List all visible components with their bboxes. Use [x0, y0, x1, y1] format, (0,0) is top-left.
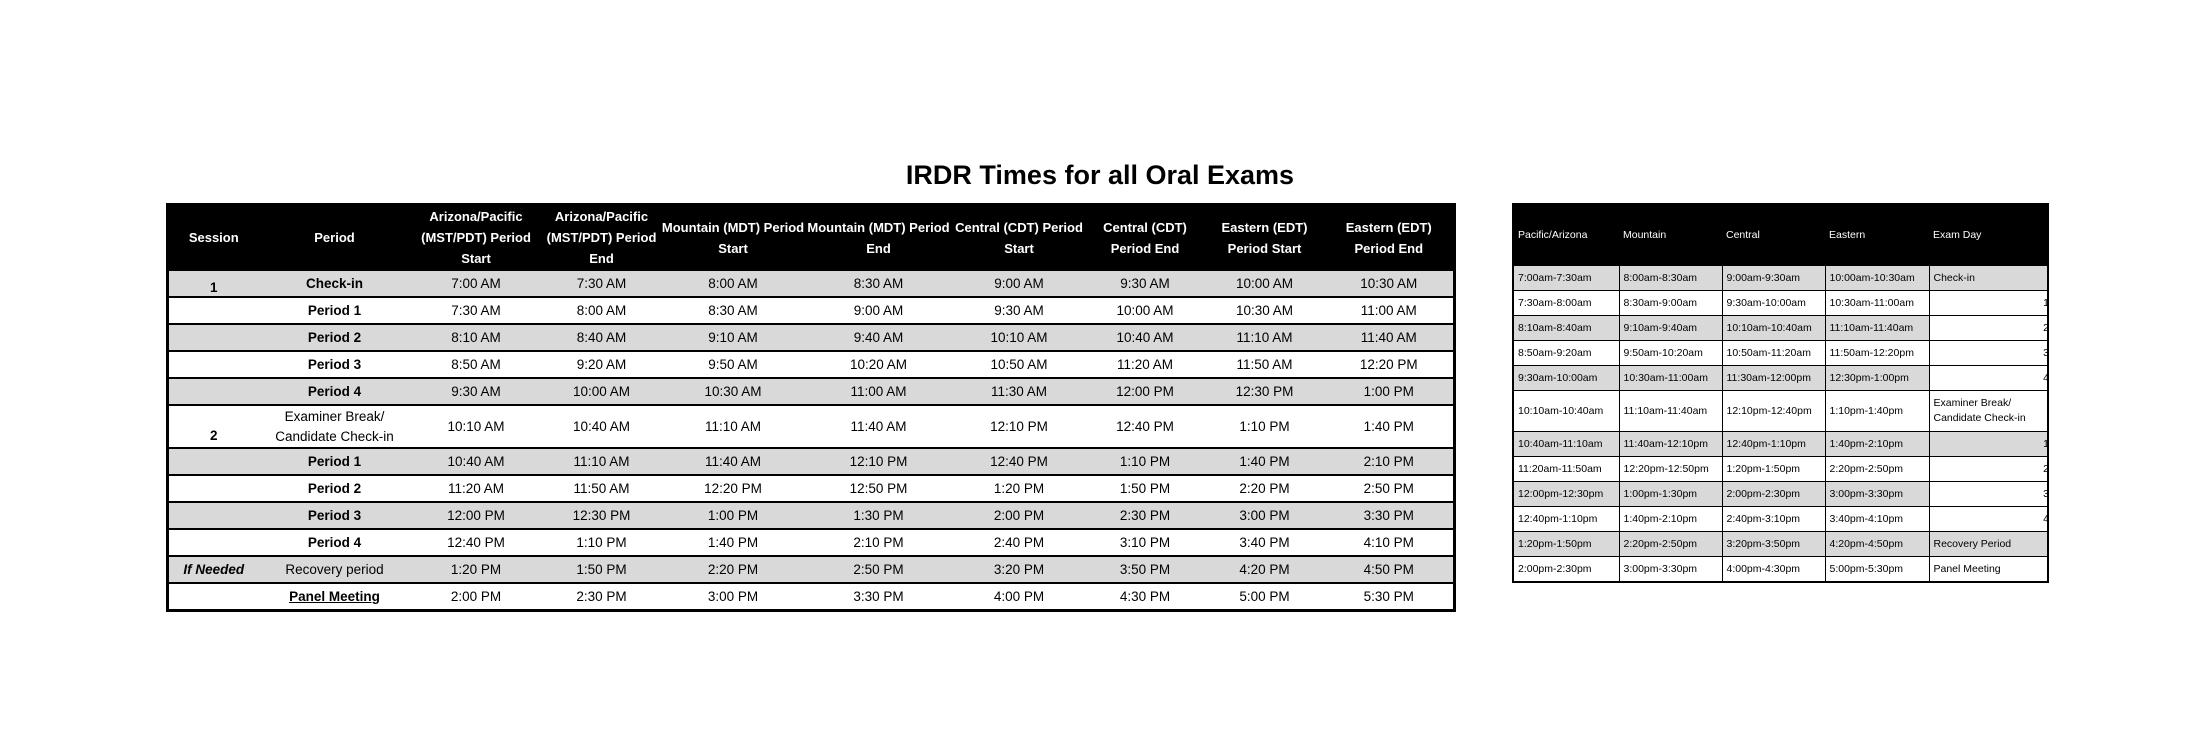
- time-cell: 3:20 PM: [953, 556, 1086, 583]
- time-cell: 7:30 AM: [542, 270, 662, 297]
- time-cell: 8:40 AM: [542, 324, 662, 351]
- time-cell: 9:10 AM: [662, 324, 805, 351]
- time-range-cell: 1:20pm-1:50pm: [1722, 457, 1825, 482]
- exam-day-cell: [1929, 291, 2048, 316]
- time-range-cell: 8:30am-9:00am: [1619, 291, 1722, 316]
- session-cell: [168, 448, 259, 475]
- table-row: [1513, 507, 2048, 532]
- table-row: [1513, 557, 2048, 583]
- oral-exam-times-table: [166, 203, 1456, 612]
- table-row: [168, 297, 1455, 324]
- time-cell: 11:20 AM: [411, 475, 542, 502]
- table-row: [168, 405, 1455, 448]
- time-cell: 12:30 PM: [542, 502, 662, 529]
- table-row: [168, 502, 1455, 529]
- period-number: 4: [2043, 513, 2049, 525]
- time-cell: 12:40 PM: [953, 448, 1086, 475]
- time-range-cell: 8:50am-9:20am: [1513, 341, 1619, 366]
- time-cell: 11:30 AM: [953, 378, 1086, 405]
- time-cell: 2:20 PM: [662, 556, 805, 583]
- time-cell: 2:10 PM: [805, 529, 953, 556]
- table-row: [1513, 532, 2048, 557]
- time-cell: 12:10 PM: [805, 448, 953, 475]
- time-cell: 11:40 AM: [662, 448, 805, 475]
- time-range-cell: 1:40pm-2:10pm: [1825, 432, 1929, 457]
- time-cell: 9:00 AM: [805, 297, 953, 324]
- period-number: 4: [2043, 372, 2049, 384]
- time-cell: 2:50 PM: [1325, 475, 1455, 502]
- time-cell: 8:00 AM: [542, 297, 662, 324]
- time-cell: 12:10 PM: [953, 405, 1086, 448]
- exam-day-label: Check-in: [1933, 272, 1975, 284]
- time-cell: 3:00 PM: [662, 583, 805, 611]
- table-row: [168, 556, 1455, 583]
- time-cell: 12:40 PM: [1086, 405, 1205, 448]
- time-cell: 10:30 AM: [662, 378, 805, 405]
- exam-day-cell: [1929, 341, 2048, 366]
- time-cell: 1:40 PM: [1325, 405, 1455, 448]
- period-cell: Period 2: [259, 475, 411, 502]
- time-cell: 4:10 PM: [1325, 529, 1455, 556]
- time-range-cell: 9:00am-9:30am: [1722, 266, 1825, 291]
- time-cell: 5:00 PM: [1205, 583, 1325, 611]
- exam-day-cell: [1929, 457, 2048, 482]
- exam-day-cell: [1929, 507, 2048, 532]
- time-cell: 9:00 AM: [953, 270, 1086, 297]
- session-cell: If Needed: [168, 556, 259, 583]
- time-cell: 9:30 AM: [1086, 270, 1205, 297]
- time-range-cell: 9:50am-10:20am: [1619, 341, 1722, 366]
- time-cell: 1:50 PM: [1086, 475, 1205, 502]
- time-cell: 1:10 PM: [1086, 448, 1205, 475]
- time-cell: 12:00 PM: [411, 502, 542, 529]
- time-range-cell: 10:30am-11:00am: [1825, 291, 1929, 316]
- time-cell: 12:20 PM: [662, 475, 805, 502]
- time-cell: 10:40 AM: [542, 405, 662, 448]
- time-cell: 11:50 AM: [542, 475, 662, 502]
- session-cell: [168, 529, 259, 556]
- time-cell: 4:50 PM: [1325, 556, 1455, 583]
- time-cell: 9:30 AM: [953, 297, 1086, 324]
- time-cell: 10:00 AM: [1205, 270, 1325, 297]
- table-header-row: [1513, 204, 2048, 266]
- session-cell: [168, 502, 259, 529]
- time-cell: 9:30 AM: [411, 378, 542, 405]
- exam-day-cell: [1929, 532, 2048, 557]
- table-row: [1513, 391, 2048, 432]
- time-range-cell: 8:10am-8:40am: [1513, 316, 1619, 341]
- session-cell: [168, 583, 259, 611]
- time-range-cell: 2:20pm-2:50pm: [1619, 532, 1722, 557]
- time-cell: 9:20 AM: [542, 351, 662, 378]
- exam-day-cell: [1929, 557, 2048, 583]
- time-cell: 1:00 PM: [1325, 378, 1455, 405]
- column-header: Eastern: [1825, 204, 1929, 266]
- time-range-cell: 9:30am-10:00am: [1513, 366, 1619, 391]
- time-range-cell: 10:00am-10:30am: [1825, 266, 1929, 291]
- time-range-cell: 11:50am-12:20pm: [1825, 341, 1929, 366]
- time-cell: 8:30 AM: [805, 270, 953, 297]
- time-range-cell: 5:00pm-5:30pm: [1825, 557, 1929, 583]
- time-cell: 3:00 PM: [1205, 502, 1325, 529]
- table-row: [168, 378, 1455, 405]
- time-cell: 8:30 AM: [662, 297, 805, 324]
- time-cell: 11:40 AM: [1325, 324, 1455, 351]
- time-range-cell: 11:40am-12:10pm: [1619, 432, 1722, 457]
- time-cell: 12:50 PM: [805, 475, 953, 502]
- table-row: [168, 583, 1455, 611]
- column-header: Eastern (EDT) Period End: [1325, 205, 1455, 271]
- time-cell: 2:30 PM: [542, 583, 662, 611]
- column-header: Session: [168, 205, 259, 271]
- time-range-cell: 3:40pm-4:10pm: [1825, 507, 1929, 532]
- time-cell: 2:40 PM: [953, 529, 1086, 556]
- time-cell: 11:00 AM: [1325, 297, 1455, 324]
- time-cell: 1:50 PM: [542, 556, 662, 583]
- time-cell: 10:30 AM: [1325, 270, 1455, 297]
- session-cell: [168, 378, 259, 405]
- exam-day-label: Recovery Period: [1933, 538, 2012, 550]
- exam-day-cell: [1929, 482, 2048, 507]
- time-cell: 12:20 PM: [1325, 351, 1455, 378]
- time-range-cell: 1:20pm-1:50pm: [1513, 532, 1619, 557]
- exam-day-label: Panel Meeting: [1933, 563, 2001, 575]
- time-cell: 1:10 PM: [1205, 405, 1325, 448]
- time-cell: 3:30 PM: [1325, 502, 1455, 529]
- exam-day-cell: [1929, 316, 2048, 341]
- time-cell: 1:20 PM: [953, 475, 1086, 502]
- exam-day-cell: [1929, 391, 2048, 432]
- time-range-cell: 4:20pm-4:50pm: [1825, 532, 1929, 557]
- period-cell: Recovery period: [259, 556, 411, 583]
- time-cell: 8:10 AM: [411, 324, 542, 351]
- time-range-cell: 2:20pm-2:50pm: [1825, 457, 1929, 482]
- time-cell: 1:40 PM: [1205, 448, 1325, 475]
- session-cell: [168, 475, 259, 502]
- time-cell: 10:10 AM: [953, 324, 1086, 351]
- time-range-cell: 2:40pm-3:10pm: [1722, 507, 1825, 532]
- time-range-cell: 3:20pm-3:50pm: [1722, 532, 1825, 557]
- time-cell: 2:20 PM: [1205, 475, 1325, 502]
- time-cell: 1:40 PM: [662, 529, 805, 556]
- exam-day-cell: [1929, 366, 2048, 391]
- time-range-cell: 4:00pm-4:30pm: [1722, 557, 1825, 583]
- period-cell: Period 1: [259, 448, 411, 475]
- time-cell: 11:40 AM: [805, 405, 953, 448]
- column-header: Arizona/Pacific (MST/PDT) Period End: [542, 205, 662, 271]
- column-header: Period: [259, 205, 411, 271]
- period-cell: Examiner Break/ Candidate Check-in: [259, 405, 411, 448]
- table-row: [1513, 432, 2048, 457]
- time-cell: 4:00 PM: [953, 583, 1086, 611]
- column-header: Arizona/Pacific (MST/PDT) Period Start: [411, 205, 542, 271]
- time-cell: 10:40 AM: [1086, 324, 1205, 351]
- time-cell: 8:50 AM: [411, 351, 542, 378]
- session-cell: [168, 297, 259, 324]
- session-cell: 2: [168, 405, 259, 448]
- table-row: [1513, 457, 2048, 482]
- time-range-cell: 12:30pm-1:00pm: [1825, 366, 1929, 391]
- table-row: [1513, 341, 2048, 366]
- table-row: [1513, 316, 2048, 341]
- time-range-cell: 12:40pm-1:10pm: [1513, 507, 1619, 532]
- period-number: 1: [2043, 438, 2049, 450]
- column-header: Eastern (EDT) Period Start: [1205, 205, 1325, 271]
- period-cell: Period 4: [259, 529, 411, 556]
- time-range-cell: 9:30am-10:00am: [1722, 291, 1825, 316]
- time-cell: 11:10 AM: [542, 448, 662, 475]
- time-cell: 9:40 AM: [805, 324, 953, 351]
- time-cell: 3:50 PM: [1086, 556, 1205, 583]
- column-header: Mountain: [1619, 204, 1722, 266]
- time-range-cell: 9:10am-9:40am: [1619, 316, 1722, 341]
- time-cell: 3:40 PM: [1205, 529, 1325, 556]
- period-number: 2: [2043, 322, 2049, 334]
- time-cell: 1:00 PM: [662, 502, 805, 529]
- time-range-cell: 1:40pm-2:10pm: [1619, 507, 1722, 532]
- table-row: [168, 475, 1455, 502]
- time-range-cell: 10:10am-10:40am: [1513, 391, 1619, 432]
- table-row: [168, 529, 1455, 556]
- time-range-cell: 7:00am-7:30am: [1513, 266, 1619, 291]
- time-cell: 2:30 PM: [1086, 502, 1205, 529]
- period-cell: Period 3: [259, 502, 411, 529]
- column-header: Central: [1722, 204, 1825, 266]
- time-cell: 2:00 PM: [411, 583, 542, 611]
- table-header-row: [168, 205, 1455, 271]
- time-range-cell: 2:00pm-2:30pm: [1513, 557, 1619, 583]
- session-cell: [168, 351, 259, 378]
- table-row: [1513, 291, 2048, 316]
- time-cell: 4:30 PM: [1086, 583, 1205, 611]
- column-header: Central (CDT) Period Start: [953, 205, 1086, 271]
- time-cell: 10:40 AM: [411, 448, 542, 475]
- time-cell: 2:10 PM: [1325, 448, 1455, 475]
- period-number: 3: [2043, 488, 2049, 500]
- time-cell: 11:50 AM: [1205, 351, 1325, 378]
- time-range-cell: 10:30am-11:00am: [1619, 366, 1722, 391]
- column-header: Pacific/Arizona: [1513, 204, 1619, 266]
- time-cell: 11:00 AM: [805, 378, 953, 405]
- time-cell: 12:40 PM: [411, 529, 542, 556]
- period-number: 1: [2043, 297, 2049, 309]
- column-header: Mountain (MDT) Period End: [805, 205, 953, 271]
- period-cell: Period 2: [259, 324, 411, 351]
- period-number: 3: [2043, 347, 2049, 359]
- exam-day-summary-table: [1512, 203, 2049, 583]
- period-cell: Period 3: [259, 351, 411, 378]
- exam-day-label: Examiner Break/ Candidate Check-in: [1933, 397, 2026, 424]
- time-cell: 1:30 PM: [805, 502, 953, 529]
- time-cell: 2:00 PM: [953, 502, 1086, 529]
- time-cell: 1:10 PM: [542, 529, 662, 556]
- time-cell: 10:10 AM: [411, 405, 542, 448]
- time-cell: 10:00 AM: [542, 378, 662, 405]
- time-range-cell: 11:20am-11:50am: [1513, 457, 1619, 482]
- time-cell: 4:20 PM: [1205, 556, 1325, 583]
- time-cell: 11:20 AM: [1086, 351, 1205, 378]
- time-cell: 2:50 PM: [805, 556, 953, 583]
- table-row: [168, 324, 1455, 351]
- time-cell: 12:00 PM: [1086, 378, 1205, 405]
- time-cell: 12:30 PM: [1205, 378, 1325, 405]
- time-range-cell: 10:10am-10:40am: [1722, 316, 1825, 341]
- session-cell: 1: [168, 270, 259, 297]
- time-cell: 7:30 AM: [411, 297, 542, 324]
- table-row: [1513, 482, 2048, 507]
- time-range-cell: 8:00am-8:30am: [1619, 266, 1722, 291]
- exam-day-cell: [1929, 266, 2048, 291]
- page-title: IRDR Times for all Oral Exams: [905, 160, 1295, 190]
- table-row: [168, 351, 1455, 378]
- time-range-cell: 12:20pm-12:50pm: [1619, 457, 1722, 482]
- period-cell: Check-in: [259, 270, 411, 297]
- period-cell: Period 4: [259, 378, 411, 405]
- time-cell: 10:30 AM: [1205, 297, 1325, 324]
- time-cell: 5:30 PM: [1325, 583, 1455, 611]
- time-range-cell: 10:50am-11:20am: [1722, 341, 1825, 366]
- time-range-cell: 12:00pm-12:30pm: [1513, 482, 1619, 507]
- table-row: [168, 448, 1455, 475]
- time-cell: 1:20 PM: [411, 556, 542, 583]
- column-header: Mountain (MDT) Period Start: [662, 205, 805, 271]
- time-range-cell: 11:30am-12:00pm: [1722, 366, 1825, 391]
- time-cell: 10:00 AM: [1086, 297, 1205, 324]
- time-range-cell: 7:30am-8:00am: [1513, 291, 1619, 316]
- time-range-cell: 2:00pm-2:30pm: [1722, 482, 1825, 507]
- time-range-cell: 12:40pm-1:10pm: [1722, 432, 1825, 457]
- time-cell: 8:00 AM: [662, 270, 805, 297]
- column-header: Central (CDT) Period End: [1086, 205, 1205, 271]
- time-cell: 3:10 PM: [1086, 529, 1205, 556]
- time-range-cell: 10:40am-11:10am: [1513, 432, 1619, 457]
- table-row: [1513, 266, 2048, 291]
- time-cell: 10:20 AM: [805, 351, 953, 378]
- session-cell: [168, 324, 259, 351]
- time-cell: 3:30 PM: [805, 583, 953, 611]
- time-cell: 11:10 AM: [662, 405, 805, 448]
- time-range-cell: 1:10pm-1:40pm: [1825, 391, 1929, 432]
- time-range-cell: 12:10pm-12:40pm: [1722, 391, 1825, 432]
- time-range-cell: 11:10am-11:40am: [1825, 316, 1929, 341]
- time-range-cell: 1:00pm-1:30pm: [1619, 482, 1722, 507]
- period-cell: Panel Meeting: [259, 583, 411, 611]
- exam-day-cell: [1929, 432, 2048, 457]
- period-number: 2: [2043, 463, 2049, 475]
- time-cell: 11:10 AM: [1205, 324, 1325, 351]
- column-header: Exam Day: [1929, 204, 2048, 266]
- table-row: [1513, 366, 2048, 391]
- time-range-cell: 11:10am-11:40am: [1619, 391, 1722, 432]
- time-cell: 10:50 AM: [953, 351, 1086, 378]
- table-row: [168, 270, 1455, 297]
- time-range-cell: 3:00pm-3:30pm: [1619, 557, 1722, 583]
- period-cell: Period 1: [259, 297, 411, 324]
- time-range-cell: 3:00pm-3:30pm: [1825, 482, 1929, 507]
- time-cell: 7:00 AM: [411, 270, 542, 297]
- time-cell: 9:50 AM: [662, 351, 805, 378]
